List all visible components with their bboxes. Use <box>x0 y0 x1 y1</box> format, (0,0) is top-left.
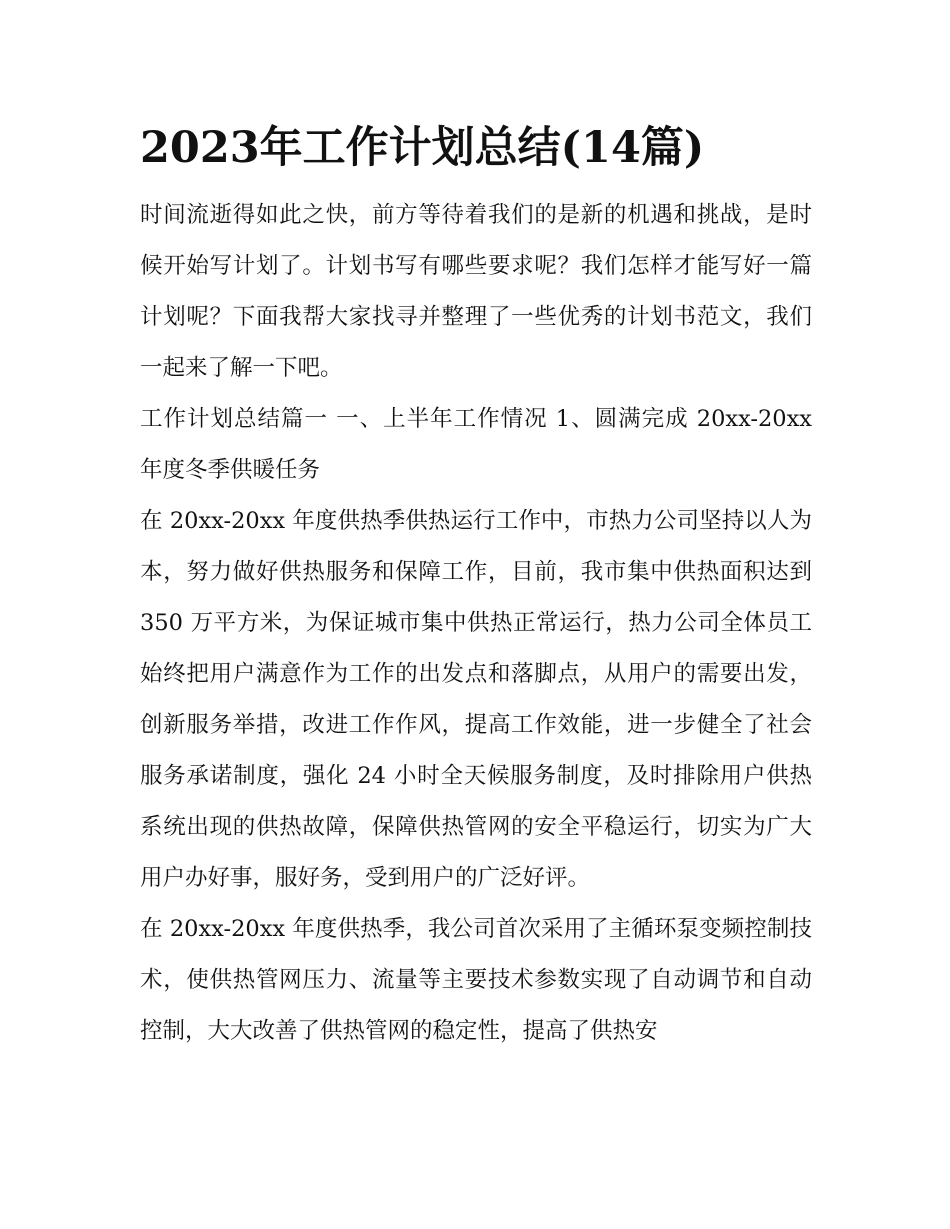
document-title: 2023年工作计划总结(14篇) <box>140 123 705 173</box>
document-body <box>140 118 812 1057</box>
paragraph-heating-service: 在 20xx-20xx 年度供热季供热运行工作中，市热力公司坚持以人为本，努力做好供热服务和保障工作，目前，我市集中供热面积达到 350 万平方米，为保证城市集中供热正常运行，热力公司全体员工始终把用户满意作为工作的出发点和落脚点，从用户的需要出发，创新服务举措，改进工作作风，提高工作效能，进一步健全了社会服务承诺制度，强化 24 小时全天候服务制度，及时排除用户供热系统出现的供热故障，保障供热管网的安全平稳运行，切实为广大用户办好事，服好务，受到用户的广泛好评。 <box>140 508 812 891</box>
paragraph-section-heading: 工作计划总结篇一 一、上半年工作情况 1、圆满完成 20xx-20xx 年度冬季供暖任务 <box>140 406 812 483</box>
paragraph-intro: 时间流逝得如此之快，前方等待着我们的是新的机遇和挑战，是时候开始写计划了。计划书写有哪些要求呢？我们怎样才能写好一篇计划呢？下面我帮大家找寻并整理了一些优秀的计划书范文，我们一起来了解一下吧。 <box>140 202 812 381</box>
paragraph-pump-control: 在 20xx-20xx 年度供热季，我公司首次采用了主循环泵变频控制技术，使供热管网压力、流量等主要技术参数实现了自动调节和自动控制，大大改善了供热管网的稳定性，提高了供热安 <box>140 916 812 1044</box>
